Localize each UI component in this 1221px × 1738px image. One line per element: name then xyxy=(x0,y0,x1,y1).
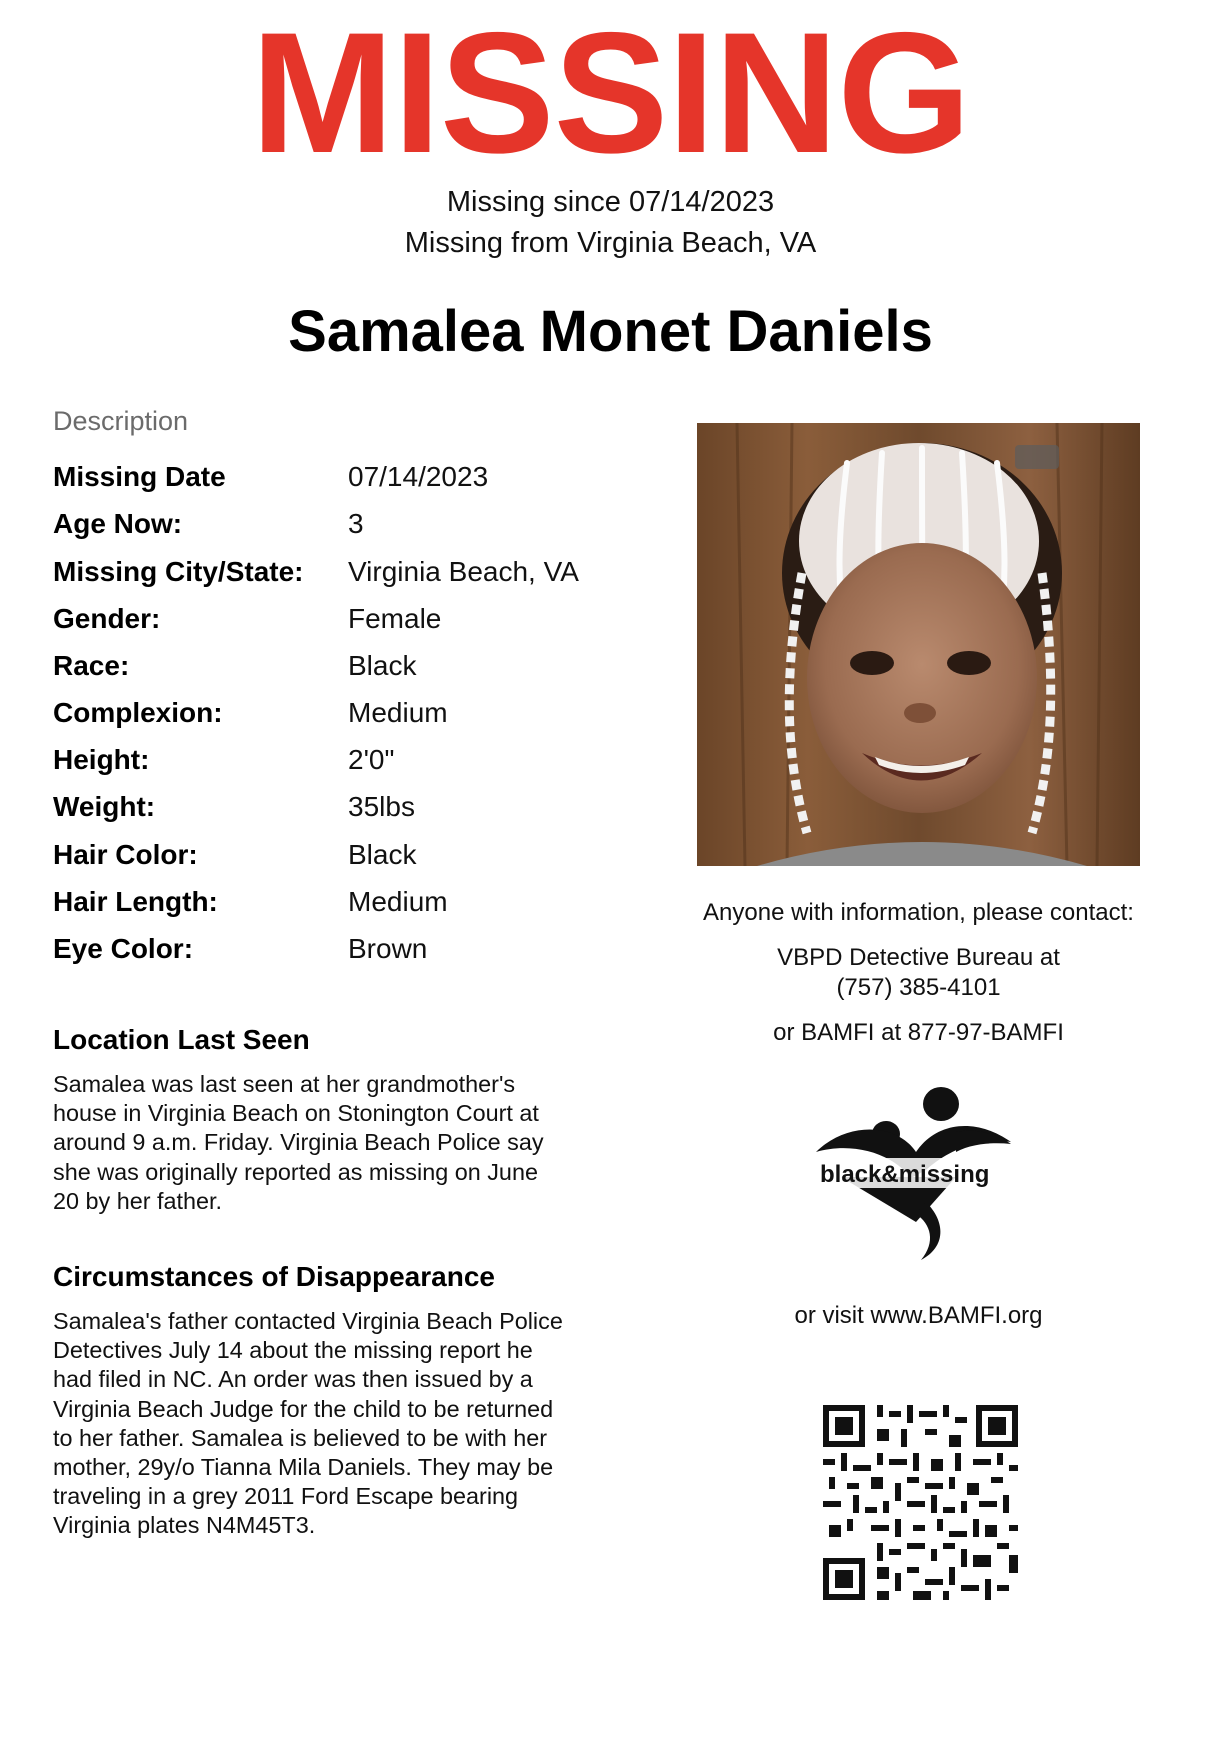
paragraph-line: Virginia plates N4M45T3. xyxy=(53,1512,316,1539)
field-value-city-state: Virginia Beach, VA xyxy=(348,556,579,587)
vbpd-phone: (757) 385-4101 xyxy=(836,974,1001,1001)
bamfi-phone: or BAMFI at 877-97-BAMFI xyxy=(773,1019,1064,1046)
field-value-height: 2'0" xyxy=(348,744,395,775)
missing-since: Missing since 07/14/2023 xyxy=(446,186,775,218)
field-value-eye-color: Brown xyxy=(348,933,428,964)
qr-code[interactable] xyxy=(823,1405,1018,1600)
paragraph-line: house in Virginia Beach on Stonington Court at xyxy=(53,1100,539,1127)
field-label-eye-color: Eye Color: xyxy=(53,933,194,964)
field-label-complexion: Complexion: xyxy=(53,697,223,728)
black-and-missing-logo xyxy=(806,1082,1016,1262)
logo-wordmark: black&missing xyxy=(820,1161,990,1188)
location-heading: Location Last Seen xyxy=(53,1024,310,1055)
paragraph-line: Samalea's father contacted Virginia Beach Police xyxy=(53,1308,563,1334)
field-value-hair-color: Black xyxy=(348,839,417,870)
field-value-gender: Female xyxy=(348,603,442,634)
description-heading: Description xyxy=(53,406,189,436)
field-value-race: Black xyxy=(348,650,417,681)
field-value-missing-date: 07/14/2023 xyxy=(348,461,489,492)
field-value-hair-length: Medium xyxy=(348,886,448,917)
field-label-hair-length: Hair Length: xyxy=(53,886,218,917)
circumstances-heading: Circumstances of Disappearance xyxy=(53,1261,495,1292)
website-link[interactable]: or visit www.BAMFI.org xyxy=(794,1302,1043,1329)
paragraph-line: around 9 a.m. Friday. Virginia Beach Police say xyxy=(53,1129,544,1156)
poster-title: MISSING xyxy=(250,0,971,189)
location-paragraph xyxy=(53,1070,603,1216)
paragraph-line: Virginia Beach Judge for the child to be returned xyxy=(53,1395,554,1422)
paragraph-line: mother, 29y/o Tianna Mila Daniels. They may be xyxy=(53,1454,554,1481)
field-label-weight: Weight: xyxy=(53,791,156,822)
contact-intro: Anyone with information, please contact: xyxy=(703,899,1134,926)
field-label-hair-color: Hair Color: xyxy=(53,839,198,870)
paragraph-line: had filed in NC. An order was then issued by a xyxy=(53,1366,533,1393)
paragraph-line: Samalea was last seen at her grandmother's xyxy=(53,1071,516,1097)
missing-from: Missing from Virginia Beach, VA xyxy=(404,227,817,259)
person-name: Samalea Monet Daniels xyxy=(288,299,933,364)
paragraph-line: Detectives July 14 about the missing report he xyxy=(53,1337,533,1364)
child-portrait-photo xyxy=(697,423,1140,866)
field-label-age: Age Now: xyxy=(53,508,183,539)
paragraph-line: traveling in a grey 2011 Ford Escape bearing xyxy=(53,1483,519,1510)
paragraph-line: to her father. Samalea is believed to be with her xyxy=(53,1424,548,1451)
vbpd-contact: VBPD Detective Bureau at xyxy=(777,944,1060,971)
field-value-weight: 35lbs xyxy=(348,791,415,822)
field-label-height: Height: xyxy=(53,744,150,775)
circumstances-paragraph xyxy=(53,1307,603,1541)
paragraph-line: she was originally reported as missing on June xyxy=(53,1158,538,1185)
field-value-age: 3 xyxy=(348,508,364,539)
paragraph-line: 20 by her father. xyxy=(53,1187,223,1214)
field-label-gender: Gender: xyxy=(53,603,161,634)
field-label-race: Race: xyxy=(53,650,130,681)
field-label-city-state: Missing City/State: xyxy=(53,556,304,587)
field-value-complexion: Medium xyxy=(348,697,448,728)
field-label-missing-date: Missing Date xyxy=(53,461,226,492)
